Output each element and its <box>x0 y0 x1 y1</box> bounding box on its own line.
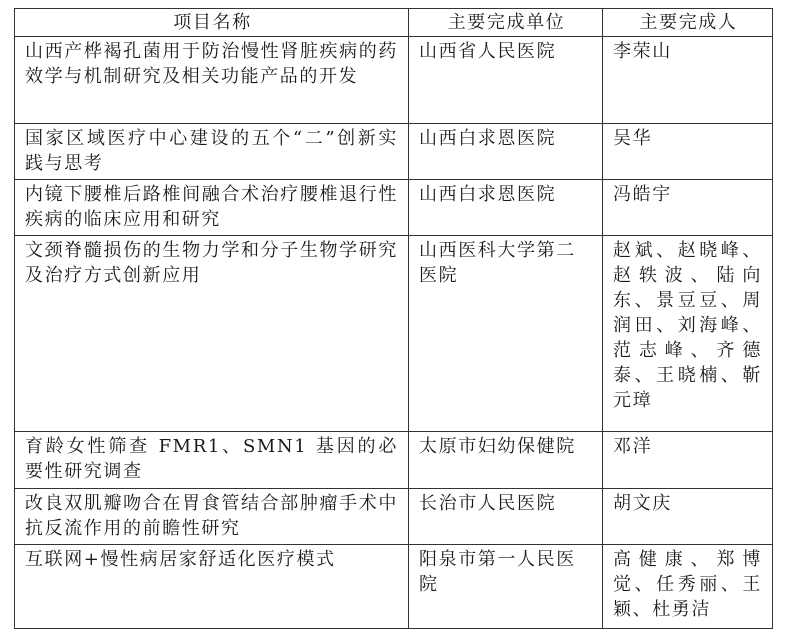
header-completing-people: 主要完成人 <box>603 9 773 37</box>
project-name-cell: 改良双肌瓣吻合在胃食管结合部肿瘤手术中抗反流作用的前瞻性研究 <box>15 489 409 545</box>
unit-cell: 山西医科大学第二医院 <box>409 236 603 432</box>
project-name-cell: 互联网+慢性病居家舒适化医疗模式 <box>15 545 409 629</box>
unit-cell: 太原市妇幼保健院 <box>409 432 603 489</box>
project-name-cell: 育龄女性筛查 FMR1、SMN1 基因的必要性研究调查 <box>15 432 409 489</box>
unit-cell: 阳泉市第一人民医院 <box>409 545 603 629</box>
unit-cell: 长治市人民医院 <box>409 489 603 545</box>
people-cell: 吴华 <box>603 124 773 180</box>
people-cell: 邓洋 <box>603 432 773 489</box>
header-completing-unit: 主要完成单位 <box>409 9 603 37</box>
unit-cell: 山西省人民医院 <box>409 37 603 124</box>
table-row <box>15 489 773 545</box>
project-name-cell: 内镜下腰椎后路椎间融合术治疗腰椎退行性疾病的临床应用和研究 <box>15 180 409 236</box>
table-header-row <box>15 9 773 37</box>
table-row <box>15 180 773 236</box>
people-cell: 高健康、郑博觉、任秀丽、王颖、杜勇洁 <box>603 545 773 629</box>
table-row <box>15 432 773 489</box>
unit-cell: 山西白求恩医院 <box>409 180 603 236</box>
people-cell: 胡文庆 <box>603 489 773 545</box>
table-row <box>15 236 773 432</box>
table-row <box>15 124 773 180</box>
table-row <box>15 37 773 124</box>
awards-table <box>14 8 773 629</box>
people-cell: 冯皓宇 <box>603 180 773 236</box>
awards-table-container <box>14 8 773 629</box>
project-name-cell: 国家区域医疗中心建设的五个“二”创新实践与思考 <box>15 124 409 180</box>
header-project-name: 项目名称 <box>15 9 409 37</box>
unit-cell: 山西白求恩医院 <box>409 124 603 180</box>
table-row <box>15 545 773 629</box>
project-name-cell: 文颈脊髓损伤的生物力学和分子生物学研究及治疗方式创新应用 <box>15 236 409 432</box>
people-cell: 赵斌、赵晓峰、赵轶波、陆向东、景豆豆、周润田、刘海峰、范志峰、齐德泰、王晓楠、靳元璋 <box>603 236 773 432</box>
project-name-cell: 山西产桦褐孔菌用于防治慢性肾脏疾病的药效学与机制研究及相关功能产品的开发 <box>15 37 409 124</box>
people-cell: 李荣山 <box>603 37 773 124</box>
